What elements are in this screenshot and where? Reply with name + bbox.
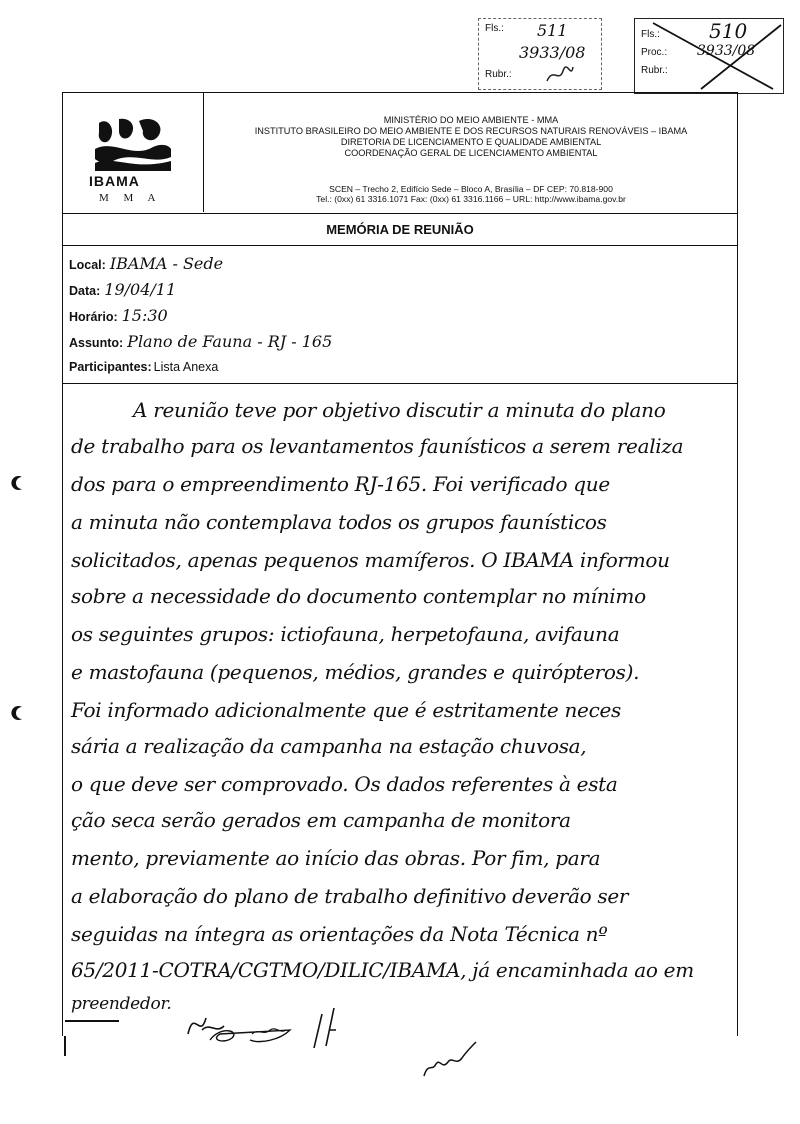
stamp-folio-number: 510 — [709, 19, 748, 43]
hole-punch-mark — [10, 706, 24, 720]
body-line: Foi informado adicionalmente que é estritamente neces — [71, 698, 621, 722]
stamp-cross-out — [635, 19, 783, 93]
body-line: os seguintes grupos: ictiofauna, herpetofauna, avifauna — [71, 622, 620, 646]
document-header — [62, 92, 738, 214]
body-line: solicitados, apenas pequenos mamíferos. O IBAMA informou — [71, 548, 670, 572]
folio-stamp-left — [478, 18, 602, 90]
stamp-rubr-label: Rubr.: — [485, 69, 512, 80]
org-line: MINISTÉRIO DO MEIO AMBIENTE - MMA — [383, 115, 559, 125]
body-line: ção seca serão gerados em campanha de monitora — [71, 808, 571, 832]
org-line: DIRETORIA DE LICENCIAMENTO E QUALIDADE AMBIENTAL — [340, 137, 602, 147]
field-participantes — [69, 360, 218, 374]
field-assunto-label: Assunto: — [69, 336, 124, 350]
body-line: de trabalho para os levantamentos faunísticos a serem realiza — [71, 434, 684, 458]
meeting-notes-body — [62, 384, 738, 1036]
stamp-process-number: 3933/08 — [697, 43, 756, 59]
stamp-process-number: 3933/08 — [519, 43, 586, 62]
hole-punch-mark — [10, 476, 24, 490]
organization-block — [203, 115, 739, 159]
body-line: sobre a necessidade do documento contemplar no mínimo — [71, 584, 646, 608]
stamp-rubr-label: Rubr.: — [641, 65, 668, 76]
body-line: seguidas na íntegra as orientações da Nota Técnica nº — [71, 922, 608, 946]
stamp-proc-label: Proc.: — [641, 47, 668, 58]
org-line: INSTITUTO BRASILEIRO DO MEIO AMBIENTE E DOS RECURSOS NATURAIS RENOVÁVEIS – IBAMA — [254, 126, 688, 136]
body-line: A reunião teve por objetivo discutir a minuta do plano — [133, 398, 666, 422]
stamp-fls-label: Fls.: — [641, 29, 660, 40]
org-line: COORDENAÇÃO GERAL DE LICENCIAMENTO AMBIENTAL — [344, 148, 598, 158]
body-line: o que deve ser comprovado. Os dados referentes à esta — [71, 772, 618, 796]
body-line: mento, previamente ao início das obras. Por fim, para — [71, 846, 601, 870]
stamp-folio-number: 511 — [537, 21, 568, 40]
stamp-rubric-scribble — [545, 63, 575, 85]
field-horario — [69, 306, 168, 325]
closing-underline — [65, 1020, 119, 1022]
field-participantes-label: Participantes: — [69, 360, 152, 374]
field-assunto-value: Plano de Fauna - RJ - 165 — [127, 332, 333, 351]
stamp-fls-label: Fls.: — [485, 23, 504, 34]
body-line: preendedor. — [71, 994, 172, 1014]
initials-scribble — [420, 1036, 480, 1080]
frame-end-tick — [64, 1036, 66, 1056]
field-data-value: 19/04/11 — [104, 280, 177, 299]
document-title: MEMÓRIA DE REUNIÃO — [62, 214, 738, 246]
body-line: dos para o empreendimento RJ-165. Foi verificado que — [71, 472, 610, 496]
address-line: Tel.: (0xx) 61 3316.1071 Fax: (0xx) 61 3316.1166 – URL: http://www.ibama.gov.br — [316, 194, 626, 204]
field-local-label: Local: — [69, 258, 106, 272]
field-local-value: IBAMA - Sede — [109, 254, 224, 273]
field-local — [69, 254, 223, 273]
body-line: a elaboração do plano de trabalho definitivo deverão ser — [71, 884, 629, 908]
field-horario-value: 15:30 — [121, 306, 168, 325]
body-line: a minuta não contemplava todos os grupos faunísticos — [71, 510, 607, 534]
logo-ibama-text: IBAMA — [89, 173, 140, 189]
ibama-logo-icon — [93, 115, 173, 173]
logo-mma-text: M M A — [99, 192, 162, 204]
meeting-fields — [62, 246, 738, 384]
field-participantes-value: Lista Anexa — [153, 360, 219, 374]
field-assunto — [69, 332, 332, 351]
body-line: e mastofauna (pequenos, médios, grandes e quirópteros). — [71, 660, 640, 684]
address-line: SCEN – Trecho 2, Edifício Sede – Bloco A, Brasília – DF CEP: 70.818-900 — [329, 184, 613, 194]
body-line: 65/2011-COTRA/CGTMO/DILIC/IBAMA, já encaminhada ao em — [71, 958, 694, 982]
field-data-label: Data: — [69, 284, 101, 298]
field-horario-label: Horário: — [69, 310, 118, 324]
address-block — [203, 184, 739, 204]
signature-scribble — [180, 1000, 380, 1052]
field-data — [69, 280, 176, 299]
folio-stamp-right — [634, 18, 784, 94]
ibama-logo-box — [63, 93, 204, 212]
body-line: sária a realização da campanha na estação chuvosa, — [71, 734, 587, 758]
